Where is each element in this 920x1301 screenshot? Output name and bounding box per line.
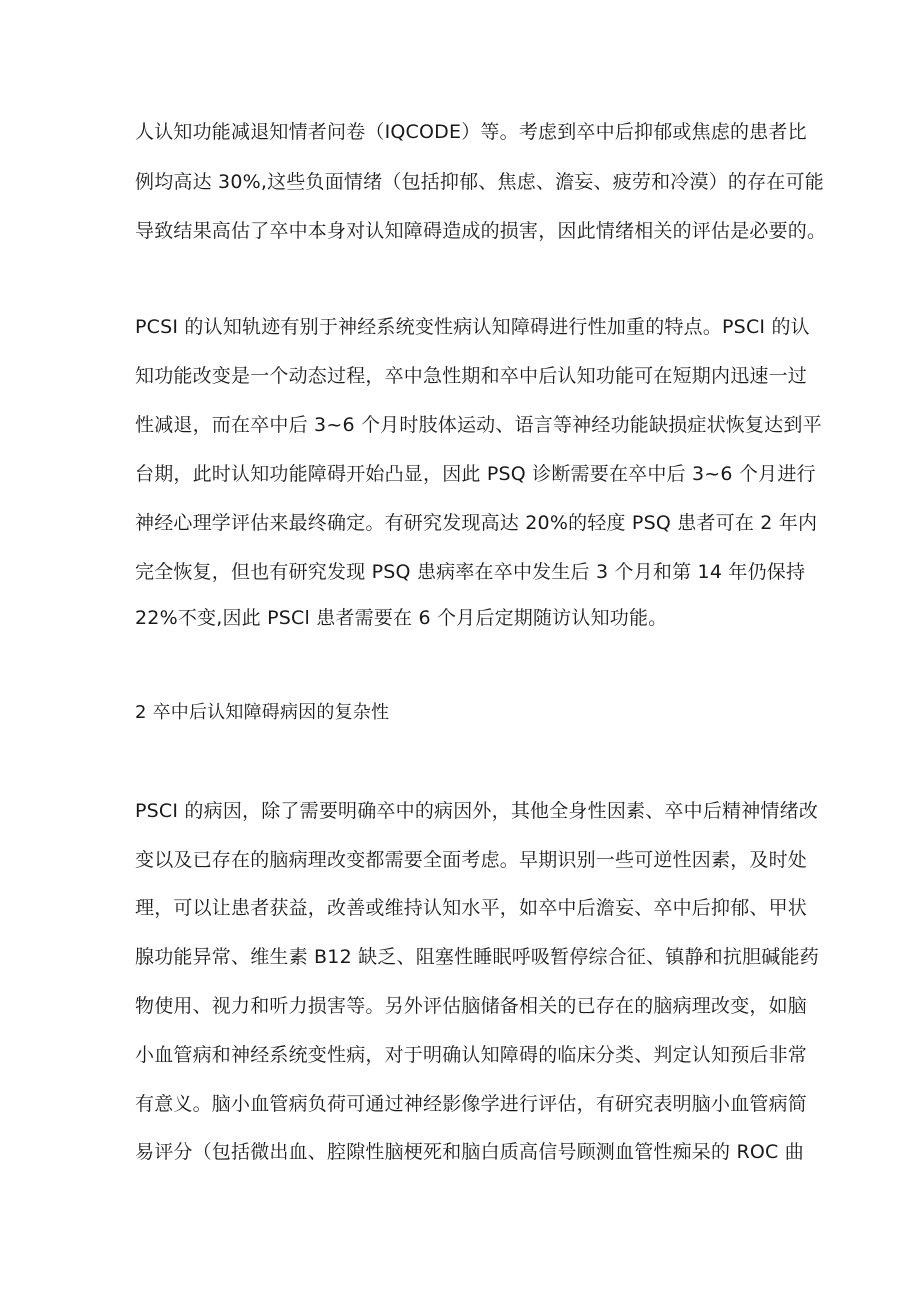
paragraph-1-line-3: 导致结果高估了卒中本身对认知障碍造成的损害，因此情绪相关的评估是必要的。 <box>135 220 827 242</box>
paragraph-2-line-1: PCSI 的认知轨迹有别于神经系统变性病认知障碍进行性加重的特点。PSCI 的认 <box>135 316 810 338</box>
paragraph-2-line-7: 22%不变,因此 PSCl 患者需要在 6 个月后定期随访认知功能。 <box>135 607 668 629</box>
paragraph-1-line-2: 例均高达 30%,这些负面情绪（包括抑郁、焦虑、澹妄、疲劳和冷漠）的存在可能 <box>135 171 824 193</box>
paragraph-3-line-7: 有意义。脑小血管病负荷可通过神经影像学进行评估，有研究表明脑小血管病简 <box>135 1093 808 1115</box>
paragraph-2-line-5: 神经心理学评估来最终确定。有研究发现高达 20%的轻度 PSQ 患者可在 2 年内 <box>135 512 818 534</box>
paragraph-2-line-2: 知功能改变是一个动态过程，卒中急性期和卒中后认知功能可在短期内迅速一过 <box>135 365 808 387</box>
paragraph-2-line-6: 完全恢复，但也有研究发现 PSQ 患病率在卒中发生后 3 个月和第 14 年仍保持 <box>135 561 806 583</box>
paragraph-3-line-1: PSCI 的病因，除了需要明确卒中的病因外，其他全身性因素、卒中后精神情绪改 <box>135 800 819 822</box>
paragraph-1-line-1: 人认知功能减退知情者问卷（IQCODE）等。考虑到卒中后抑郁或焦虑的患者比 <box>135 121 807 143</box>
paragraph-3-line-2: 变以及已存在的脑病理改变都需要全面考虑。早期识别一些可逆性因素，及时处 <box>135 849 808 871</box>
paragraph-3-line-4: 腺功能异常、维生素 B12 缺乏、阻塞性睡眠呼吸暂停综合征、镇静和抗胆碱能药 <box>135 946 819 968</box>
paragraph-3-line-8: 易评分（包括微出血、腔隙性脑梗死和脑白质高信号顾测血管性痴呆的 ROC 曲 <box>135 1141 804 1163</box>
paragraph-2-line-3: 性减退，而在卒中后 3~6 个月时肢体运动、语言等神经功能缺损症状恢复达到平 <box>135 414 822 436</box>
section-heading: 2 卒中后认知障碍病因的复杂性 <box>135 702 390 723</box>
paragraph-3-line-6: 小血管病和神经系统变性病，对于明确认知障碍的临床分类、判定认知预后非常 <box>135 1044 808 1066</box>
paragraph-2-line-4: 台期，此时认知功能障碍开始凸显，因此 PSQ 诊断需要在卒中后 3~6 个月进行 <box>135 463 816 485</box>
paragraph-3-line-5: 物使用、视力和听力损害等。另外评估脑储备相关的已存在的脑病理改变，如脑 <box>135 995 808 1017</box>
paragraph-3-line-3: 理，可以让患者获益，改善或维持认知水平，如卒中后澹妄、卒中后抑郁、甲状 <box>135 897 808 919</box>
